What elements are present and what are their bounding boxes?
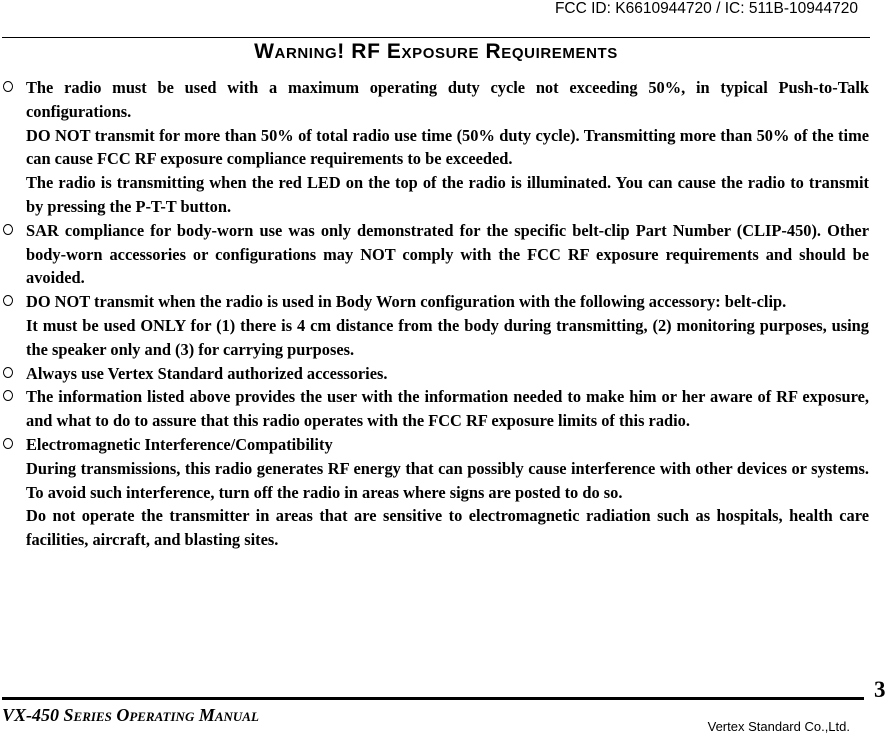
list-item	[3, 290, 869, 361]
circle-bullet-icon	[3, 224, 13, 235]
paragraph: DO NOT transmit for more than 50% of total radio use time (50% duty cycle). Transmitting more than 50% of the time can cause FCC RF exposure compliance requirements to be exceeded.	[26, 125, 869, 169]
paragraph: SAR compliance for body-worn use was only demonstrated for the specific belt-clip Part Number (CLIP-450). Other body-worn accessories or configurations may NOT comply with the FCC RF exposure requirements and should be avoided.	[26, 220, 869, 288]
manual-title: VX-450 Series Operating Manual	[2, 705, 259, 725]
company-name: Vertex Standard Co.,Ltd.	[707, 719, 850, 734]
paragraph: It must be used ONLY for (1) there is 4 cm distance from the body during transmitting, (2) monitoring purposes, using the speaker only and (3) for carrying purposes.	[26, 315, 869, 359]
circle-bullet-icon	[3, 295, 13, 306]
list-item	[3, 219, 869, 290]
list-item	[3, 362, 869, 386]
page-number: 3	[874, 677, 886, 702]
footer-rule	[2, 697, 864, 700]
paragraph: DO NOT transmit when the radio is used in Body Worn configuration with the following accessory: belt-clip.	[26, 292, 787, 312]
circle-bullet-icon	[3, 81, 13, 92]
paragraph: The radio is transmitting when the red LED on the top of the radio is illuminated. You can cause the radio to transmit by pressing the P-T-T button.	[26, 173, 869, 216]
list-item	[3, 385, 869, 433]
paragraph: The radio must be used with a maximum operating duty cycle not exceeding 50%, in typical Push-to-Talk configurations.	[26, 78, 869, 121]
section-title: Warning! RF Exposure Requirements	[254, 40, 618, 63]
paragraph: The information listed above provides the user with the information needed to make him or her aware of RF exposure, and what to do to assure that this radio operates with the FCC RF exposure limits of this radio.	[26, 387, 869, 431]
list-item	[3, 433, 869, 552]
list-item	[3, 76, 869, 219]
paragraph: Do not operate the transmitter in areas that are sensitive to electromagnetic radiation such as hospitals, health care facilities, aircraft, and blasting sites.	[26, 506, 869, 550]
fcc-id-header: FCC ID: K6610944720 / IC: 511B-10944720	[554, 0, 858, 17]
warning-list	[3, 76, 869, 552]
paragraph: Always use Vertex Standard authorized accessories.	[26, 363, 388, 383]
paragraph: During transmissions, this radio generates RF energy that can possibly cause interference with other devices or systems. To avoid such interference, turn off the radio in areas where signs are posted to do so.	[26, 458, 869, 502]
circle-bullet-icon	[3, 367, 13, 378]
paragraph: Electromagnetic Interference/Compatibility	[26, 434, 333, 454]
circle-bullet-icon	[3, 438, 13, 449]
circle-bullet-icon	[3, 390, 13, 401]
